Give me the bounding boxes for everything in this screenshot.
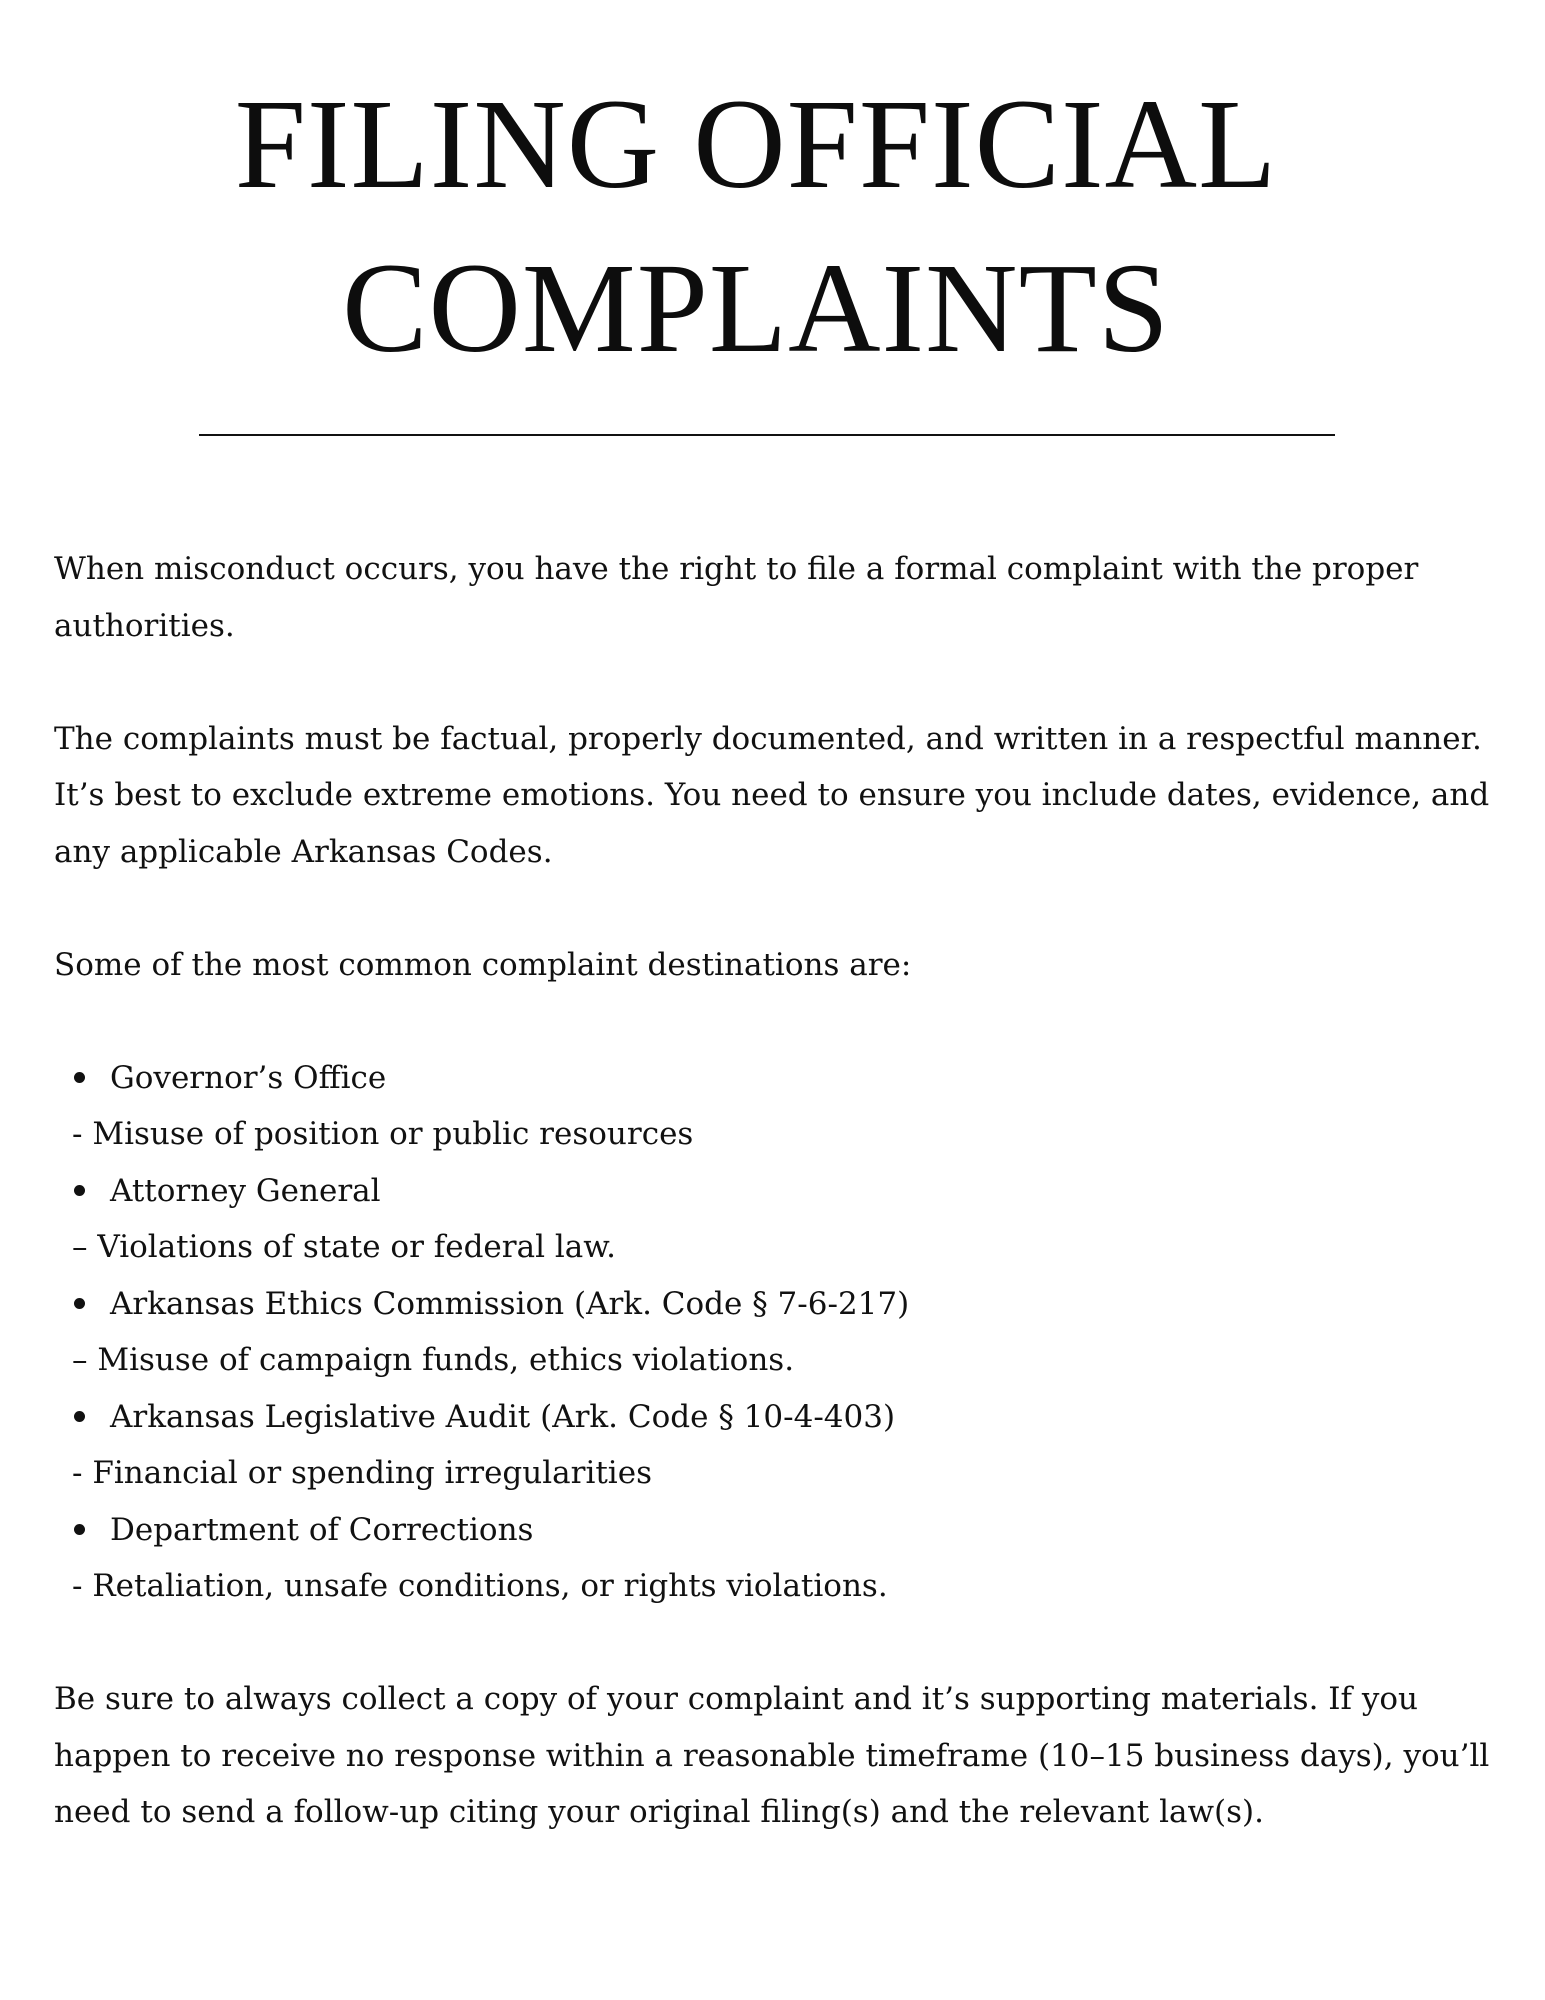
destinations-list	[54, 1050, 1494, 1615]
destination-line	[54, 1163, 1494, 1220]
title-line-2: COMPLAINTS	[342, 237, 1170, 379]
destination-description: - Misuse of position or public resources	[72, 1116, 694, 1152]
intro-paragraph: When misconduct occurs, you have the right to file a formal complaint with the proper authorities.	[54, 551, 1419, 644]
list-item	[54, 1163, 1494, 1276]
bullet-icon	[74, 1072, 85, 1083]
paragraph-spacer	[54, 993, 1494, 1050]
destination-description: - Retaliation, unsafe conditions, or rights violations.	[72, 1568, 888, 1604]
destination-name: Arkansas Ethics Commission (Ark. Code § 7-6-217)	[110, 1285, 910, 1322]
destination-name: Governor’s Office	[110, 1059, 387, 1096]
bullet-icon	[74, 1524, 85, 1535]
title-line-1: FILING OFFICIAL	[234, 73, 1278, 215]
destination-description: – Violations of state or federal law.	[72, 1229, 616, 1265]
bullet-icon	[74, 1411, 85, 1422]
list-item	[54, 1389, 1494, 1502]
destination-line	[54, 1502, 1494, 1559]
bullet-icon	[74, 1185, 85, 1196]
document-body	[54, 541, 1494, 1841]
guidance-paragraph: The complaints must be factual, properly documented, and written in a respectful manner. It’s best to exclude extreme emotions. You need to ensure you include dates, evidence, and any applicable Arkansas Codes.	[54, 720, 1490, 870]
list-item	[54, 1502, 1494, 1615]
list-item	[54, 1050, 1494, 1163]
destination-line	[54, 1389, 1494, 1446]
paragraph-spacer	[54, 1615, 1494, 1672]
destination-name: Arkansas Legislative Audit (Ark. Code § 10-4-403)	[110, 1398, 896, 1435]
destination-name: Department of Corrections	[110, 1511, 534, 1548]
paragraph-spacer	[54, 654, 1494, 711]
destination-description: – Misuse of campaign funds, ethics violations.	[72, 1342, 795, 1378]
bullet-icon	[74, 1298, 85, 1309]
title-divider	[199, 434, 1335, 436]
list-intro: Some of the most common complaint destinations are:	[54, 946, 912, 983]
closing-paragraph: Be sure to always collect a copy of your complaint and it’s supporting materials. If you happen to receive no response within a reasonable timeframe (10–15 business days), you’ll need to send a follow-up citing your original filing(s) and the relevant law(s).	[54, 1681, 1490, 1830]
list-item	[54, 1276, 1494, 1389]
paragraph-spacer	[54, 880, 1494, 937]
destination-line	[54, 1050, 1494, 1107]
destination-name: Attorney General	[110, 1172, 381, 1209]
page-title	[0, 62, 1512, 390]
destination-line	[54, 1276, 1494, 1333]
destination-description: - Financial or spending irregularities	[72, 1455, 652, 1491]
